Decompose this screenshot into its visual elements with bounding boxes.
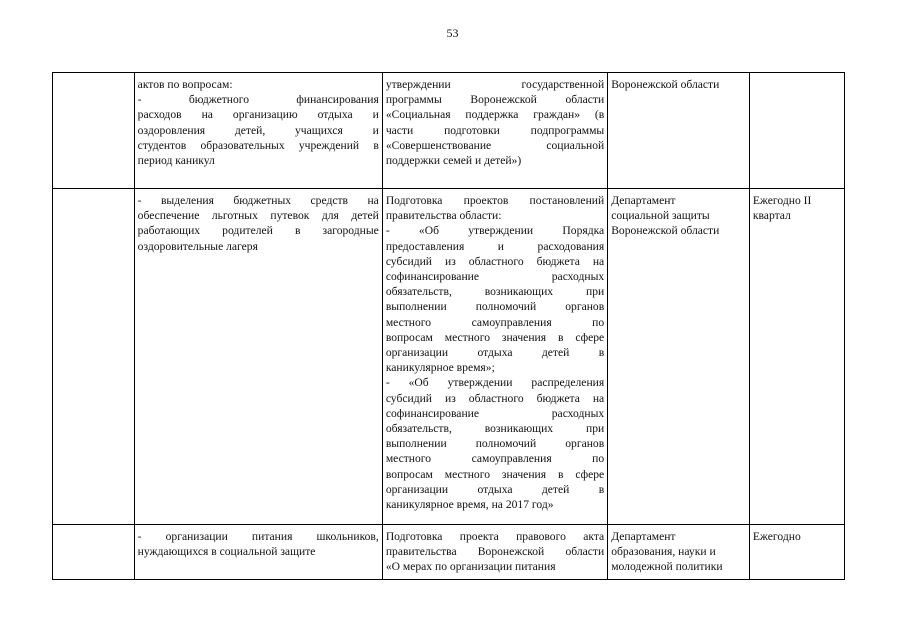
cell-text-line: местного самоуправления по <box>385 452 605 466</box>
responsible-cell <box>608 189 750 525</box>
cell-text-line: предоставления и расходования <box>385 239 605 253</box>
table-row <box>53 189 845 525</box>
cell-text-line: обязательств, возникающих при <box>385 285 605 299</box>
cell-text-line: работающих родителей в загородные <box>137 224 379 238</box>
cell-text-line: каникулярное время, на 2017 год» <box>385 498 554 512</box>
cell-text-line: социальной защиты <box>611 209 710 223</box>
number-cell <box>53 189 135 525</box>
cell-text-line: «Социальная поддержка граждан» (в <box>385 108 605 122</box>
cell-text-line: организации отдыха детей в <box>385 346 605 360</box>
cell-text-line: программы Воронежской области <box>385 93 605 107</box>
cell-text-line: Воронежской области <box>611 78 720 91</box>
page-number: 53 <box>446 26 459 40</box>
cell-text-line: организации отдыха детей в <box>385 482 605 496</box>
cell-text-line: местного самоуправления по <box>385 315 605 329</box>
cell-text-line: вопросам местного значения в сфере <box>385 467 605 481</box>
cell-text-line: Подготовка проектов постановлений <box>385 194 605 207</box>
cell-text-line: субсидий из областного бюджета на <box>385 391 605 405</box>
cell-text-line: нуждающихся в социальной защите <box>137 545 316 559</box>
cell-text-line: образования, науки и <box>611 545 716 559</box>
cell-text-line: Ежегодно II <box>752 194 812 207</box>
activity-cell <box>134 525 382 580</box>
cell-text-line: - «Об утверждении Порядка <box>385 224 605 238</box>
cell-text-line: - «Об утверждении распределения <box>385 376 605 390</box>
responsible-cell <box>608 73 750 189</box>
cell-text-line: выполнении полномочий органов <box>385 300 605 314</box>
cell-text-line: софинансирование расходных <box>385 270 605 284</box>
cell-text-line: обязательств, возникающих при <box>385 422 605 436</box>
measure-cell <box>382 525 607 580</box>
cell-text-line: молодежной политики <box>611 560 723 574</box>
cell-text-line: оздоровительные лагеря <box>137 239 258 253</box>
cell-text-line: актов по вопросам: <box>137 78 233 91</box>
cell-text-line: Ежегодно <box>752 530 801 543</box>
cell-text-line: студентов образовательных учреждений в <box>137 138 379 152</box>
table-row <box>53 73 845 189</box>
table-row <box>53 525 845 580</box>
deadline-cell <box>749 73 844 189</box>
cell-text-line: - выделения бюджетных средств на <box>137 194 379 207</box>
cell-text-line: утверждении государственной <box>385 78 605 91</box>
responsible-cell <box>608 525 750 580</box>
activity-cell <box>134 73 382 189</box>
number-cell <box>53 525 135 580</box>
deadline-cell <box>749 189 844 525</box>
cell-text-line: Воронежской области <box>611 224 720 238</box>
cell-text-line: - организации питания школьников, <box>137 530 379 543</box>
deadline-cell <box>749 525 844 580</box>
cell-text-line: Департамент <box>611 194 676 207</box>
cell-text-line: квартал <box>752 209 791 223</box>
plan-table <box>52 72 845 580</box>
cell-text-line: правительства Воронежской области <box>385 545 605 559</box>
cell-text-line: оздоровления детей, учащихся и <box>137 123 379 137</box>
cell-text-line: правительства области: <box>385 209 502 223</box>
number-cell <box>53 73 135 189</box>
measure-cell <box>382 73 607 189</box>
cell-text-line: - бюджетного финансирования <box>137 93 379 107</box>
cell-text-line: вопросам местного значения в сфере <box>385 330 605 344</box>
cell-text-line: Подготовка проекта правового акта <box>385 530 605 543</box>
cell-text-line: «О мерах по организации питания <box>385 560 556 574</box>
cell-text-line: «Совершенствование социальной <box>385 138 605 152</box>
cell-text-line: субсидий из областного бюджета на <box>385 254 605 268</box>
cell-text-line: период каникул <box>137 154 215 168</box>
cell-text-line: расходов на организацию отдыха и <box>137 108 379 122</box>
cell-text-line: части подготовки подпрограммы <box>385 123 605 137</box>
cell-text-line: выполнении полномочий органов <box>385 437 605 451</box>
measure-cell <box>382 189 607 525</box>
cell-text-line: Департамент <box>611 530 676 543</box>
cell-text-line: софинансирование расходных <box>385 406 605 420</box>
activity-cell <box>134 189 382 525</box>
cell-text-line: обеспечение льготных путевок для детей <box>137 209 379 223</box>
cell-text-line: каникулярное время»; <box>385 361 495 375</box>
cell-text-line: поддержки семей и детей») <box>385 154 522 168</box>
